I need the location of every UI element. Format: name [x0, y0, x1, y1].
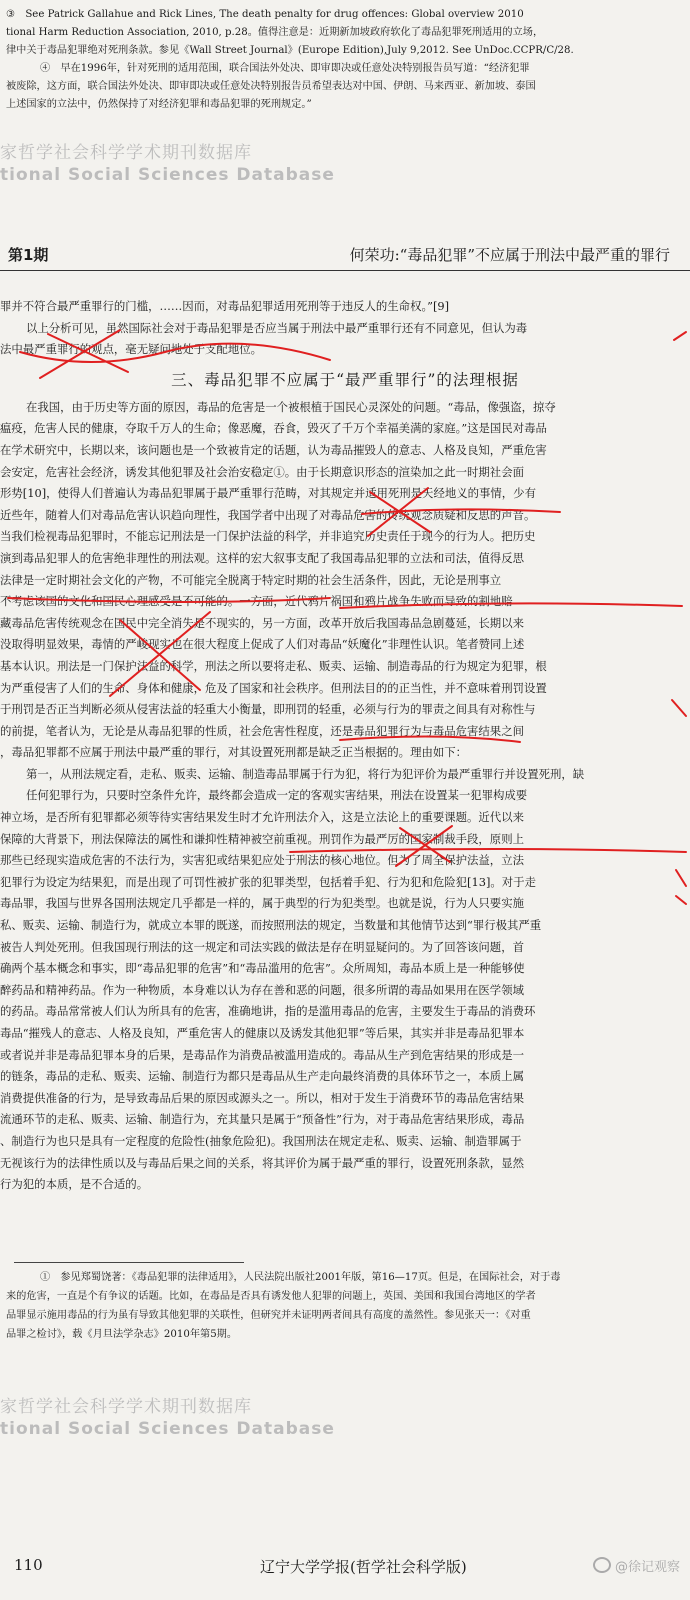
body-line: 法律是一定时期社会文化的产物，不可能完全脱离于特定时期的社会生活条件，因此，无论是刑事立	[0, 572, 502, 587]
watermark-top	[0, 138, 335, 185]
body-line: 当我们检视毒品犯罪时，不能忘记刑法是一门保护法益的科学，并非追究历史责任于现今的行为人。把历史	[0, 529, 536, 544]
body-line: 醉药品和精神药品。作为一种物质，本身难以认为存在善和恶的问题，很多所谓的毒品如果用在医学领域	[0, 982, 524, 997]
journal-name: 辽宁大学学报(哲学社会科学版)	[260, 1558, 467, 1576]
body-line: 的前提，笔者认为，无论是从毒品犯罪的性质，社会危害性程度，还是毒品犯罪行为与毒品危害结果之间	[0, 723, 524, 738]
body-line: 、制造行为也只是具有一定程度的危险性(抽象危险犯)。我国刑法在规定走私、贩卖、运输、制造罪属于	[0, 1133, 522, 1148]
body-line: 消费提供准备的行为，是导致毒品后果的原因或源头之一。所以，相对于发生于消费环节的毒品危害结果	[0, 1090, 524, 1105]
body-line: 为严重侵害了人们的生命、身体和健康，危及了国家和社会秩序。但刑法目的的正当性，并不意味着刑罚设置	[0, 680, 547, 695]
watermark-en: tional Social Sciences Database	[0, 1419, 335, 1439]
body-line: 神立场，是否所有犯罪都必须等待实害结果发生时才允许刑法介入，这是立法论上的重要课题。近代以来	[0, 810, 524, 825]
body-line: 会安定，危害社会经济，诱发其他犯罪及社会治安稳定①。由于长期意识形态的渲染加之此一时期社会面	[0, 464, 524, 479]
body-line: 在学术研究中，长期以来，该问题也是一个致被肯定的话题，认为毒品摧毁人的意志、人格及良知，严重危害	[0, 442, 547, 457]
issue-number: 第1期	[8, 246, 49, 264]
footnote-line: ③ See Patrick Gallahue and Rick Lines, The death penalty for drug offences: Global overview 2010	[6, 9, 524, 20]
body-line: 于刑罚是否正当判断必须从侵害法益的轻重大小衡量，即刑罚的轻重，必须与行为的罪责之间具有对称性与	[0, 702, 536, 717]
watermark-cn: 家哲学社会科学学术期刊数据库	[0, 143, 252, 163]
footnote-line: ① 参见郑蜀饶著：《毒品犯罪的法律适用》，人民法院出版社2001年版，第16—17页。但是，在国际社会，对于毒	[40, 1272, 561, 1283]
footnote-line: 律中关于毒品犯罪绝对死刑条款。参见《Wall Street Journal》(Europe Edition),July 9,2012. See UnDoc.CCPR/C/28.	[6, 45, 574, 56]
body-line: 以上分析可见，虽然国际社会对于毒品犯罪是否应当属于刑法中最严重罪行还有不同意见，但认为毒	[26, 320, 528, 335]
footnote-line: 品罪显示施用毒品的行为虽有导致其他犯罪的关联性，但研究并未证明两者间具有高度的盖然性。参见张天一：《对重	[6, 1310, 531, 1321]
body-line: 的链条，毒品的走私、贩卖、运输、制造行为都只是毒品从生产走向最终消费的具体环节之一，本质上属	[0, 1069, 524, 1084]
running-header	[0, 240, 690, 271]
body-line: 法中最严重罪行的观点，毫无疑问地处于支配地位。	[0, 342, 262, 357]
footnote-line: 被废除，这方面，联合国法外处决、即审即决或任意处决特别报告员希望表达对中国、伊朗、马来西亚、新加坡、泰国	[6, 81, 536, 92]
body-line: 保障的大背景下，刑法保障法的属性和谦抑性精神被空前重视。刑罚作为最严厉的国家制裁手段，原则上	[0, 831, 524, 846]
footnote-line: 来的危害，一直是个有争议的话题。比如，在毒品是否具有诱发他人犯罪的问题上，英国、美国和我国台湾地区的学者	[6, 1291, 536, 1302]
body-line: 无视该行为的法律性质以及与毒品后果之间的关系，将其评价为属于最严重的罪行，设置死刑条款，显然	[0, 1155, 524, 1170]
body-line: 罪并不符合最严重罪行的门槛，……因而，对毒品犯罪适用死刑等于违反人的生命权。”[9]	[0, 299, 450, 313]
page-footer	[0, 1548, 690, 1588]
body-line: 近些年，随着人们对毒品危害认识趋向理性，我国学者中出现了对毒品危害的传统观念质疑和反思的声音。	[0, 507, 536, 522]
body-line: 确两个基本概念和事实，即“毒品犯罪的危害”和“毒品滥用的危害”。众所周知，毒品本质上是一种能够使	[0, 961, 525, 976]
weibo-handle: @徐记观察	[614, 1560, 680, 1575]
watermark-cn: 家哲学社会科学学术期刊数据库	[0, 1397, 252, 1417]
watermark-bottom	[0, 1392, 335, 1439]
body-line: 形势[10]，使得人们普遍认为毒品犯罪属于最严重罪行范畴，对其规定并适用死刑是天经地义的事情，少有	[0, 486, 536, 501]
footnote-line: 品罪之检讨》，载《月旦法学杂志》2010年第5期。	[6, 1329, 238, 1340]
body-line: 没取得明显效果，毒情的严峻现实也在很大程度上促成了人们对毒品“妖魔化”非理性认识。笔者赞同上述	[0, 637, 525, 652]
body-line: 藏毒品危害传统观念在国民中完全消失是不现实的，另一方面，改革开放后我国毒品急剧蔓延，长期以来	[0, 615, 524, 630]
weibo-icon	[593, 1557, 611, 1573]
body-line: 流通环节的走私、贩卖、运输、制造行为，充其量只是属于“预备性”行为，对于毒品危害结果形成，毒品	[0, 1112, 525, 1127]
body-line: 任何犯罪行为，只要时空条件允许，最终都会造成一定的客观实害结果，刑法在设置某一犯罪构成要	[26, 788, 528, 803]
footnote-line: ④ 早在1996年，针对死刑的适用范围，联合国法外处决、即审即决或任意处决特别报告员写道：“经济犯罪	[40, 63, 530, 74]
body-line: 或者说并非是毒品犯罪本身的后果，是毒品作为消费品被滥用造成的。毒品从生产到危害结果的形成是一	[0, 1047, 524, 1062]
body-line: 私、贩卖、运输、制造行为，就成立本罪的既遂，而按照刑法的规定，当数量和其他情节达到“罪行极其严重	[0, 918, 542, 933]
watermark-en: tional Social Sciences Database	[0, 165, 335, 185]
body-line: 那些已经现实造成危害的不法行为，实害犯或结果犯应处于刑法的核心地位。但为了周全保护法益，立法	[0, 853, 524, 868]
article-title: 何荣功:“毒品犯罪”不应属于刑法中最严重的罪行	[349, 246, 670, 264]
body-line: 犯罪行为设定为结果犯，而是出现了可罚性被扩张的犯罪类型，包括着手犯、行为犯和危险犯[13]。对于走	[0, 874, 536, 889]
body-line: 被告人判处死刑。但我国现行刑法的这一规定和司法实践的做法是存在明显疑问的。为了回答该问题，首	[0, 939, 524, 954]
bottom-footnotes	[6, 1268, 686, 1344]
body-line: 的药品。毒品常常被人们认为所具有的危害，准确地讲，指的是滥用毒品的危害，主要发生于毒品的消费环	[0, 1004, 536, 1019]
body-line: 演到毒品犯罪人的危害绝非理性的刑法观。这样的宏大叙事支配了我国毒品犯罪的立法和司法，值得反思	[0, 550, 524, 565]
body-line: 瘟疫，危害人民的健康，夺取千万人的生命；像恶魔，吞食，毁灭了千万个幸福美满的家庭。”这是国民对毒品	[0, 421, 547, 436]
body-line: 毒品罪，我国与世界各国刑法规定几乎都是一样的，属于典型的行为犯类型。也就是说，行为人只要实施	[0, 896, 524, 911]
weibo-watermark	[593, 1556, 680, 1575]
body-line: 毒品“摧残人的意志、人格及良知，严重危害人的健康以及诱发其他犯罪”等后果，其实并非是毒品犯罪本	[0, 1026, 525, 1040]
body-line: 第一，从刑法规定看，走私、贩卖、运输、制造毒品罪属于行为犯，将行为犯评价为最严重罪行并设置死刑，缺	[26, 766, 585, 781]
footnote-line: tional Harm Reduction Association, 2010, p.28。值得注意是：近期新加坡政府软化了毒品犯罪死刑适用的立场，	[6, 27, 544, 38]
article-body	[0, 296, 690, 1196]
body-line: 不考虑该国的文化和国民心理感受是不可能的。一方面，近代鸦片祸国和鸦片战争失败而导致的割地赔	[0, 594, 513, 609]
body-line: 基本认识。刑法是一门保护法益的科学，刑法之所以要将走私、贩卖、运输、制造毒品的行为规定为犯罪，根	[0, 658, 547, 673]
body-line: 在我国，由于历史等方面的原因，毒品的危害是一个被根植于国民心灵深处的问题。“毒品，像强盗，掠夺	[26, 399, 556, 414]
section-title: 三、毒品犯罪不应属于“最严重罪行”的法理根据	[171, 370, 519, 389]
footnote-line: 上述国家的立法中，仍然保持了对经济犯罪和毒品犯罪的死刑规定。”	[6, 99, 312, 110]
body-line: ，毒品犯罪都不应属于刑法中最严重的罪行，对其设置死刑都是缺乏正当根据的。理由如下：	[0, 745, 468, 760]
body-line: 行为犯的本质，是不合适的。	[0, 1177, 149, 1192]
footnote-divider	[14, 1262, 244, 1263]
page-number: 110	[14, 1556, 43, 1574]
top-footnotes	[6, 6, 686, 114]
